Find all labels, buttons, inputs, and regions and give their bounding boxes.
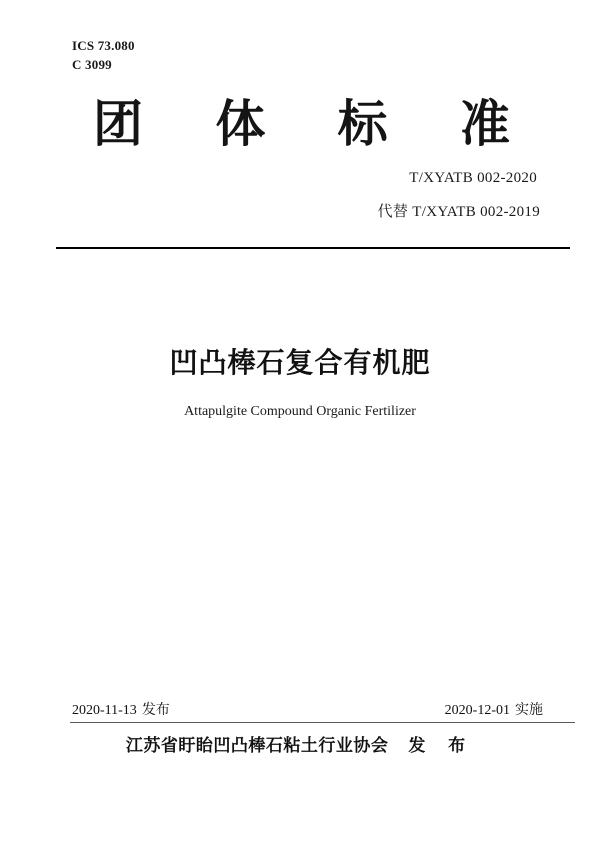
issue-label: 发布 (141, 701, 170, 717)
replaces-note: 代替 T/XYATB 002-2019 (377, 204, 540, 220)
issue-date-group (72, 699, 170, 719)
publish-action-label: 发 布 (408, 736, 475, 755)
masthead-char-2: 体 (215, 96, 266, 152)
header-rule (56, 247, 570, 249)
classification-code: C 3099 (72, 57, 112, 72)
implement-date-group (445, 699, 543, 719)
masthead-char-4: 准 (459, 96, 510, 152)
footer-rule (70, 722, 575, 723)
document-title-en: Attapulgite Compound Organic Fertilizer (184, 404, 416, 419)
publisher-name: 江苏省盱眙凹凸棒石粘土行业协会 (125, 736, 389, 755)
masthead-char-1: 团 (93, 96, 143, 152)
masthead-title (93, 98, 510, 150)
implement-label: 实施 (515, 701, 543, 717)
publisher-row (0, 731, 600, 756)
date-row (72, 699, 543, 719)
standard-number: T/XYATB 002-2020 (409, 170, 537, 186)
ics-code: ICS 73.080 (72, 38, 135, 53)
issue-date: 2020-11-13 (72, 703, 137, 718)
ics-block (72, 36, 135, 74)
masthead-char-3: 标 (337, 96, 388, 152)
document-title-cn: 凹凸棒石复合有机肥 (169, 347, 431, 378)
implement-date: 2020-12-01 (444, 703, 510, 718)
